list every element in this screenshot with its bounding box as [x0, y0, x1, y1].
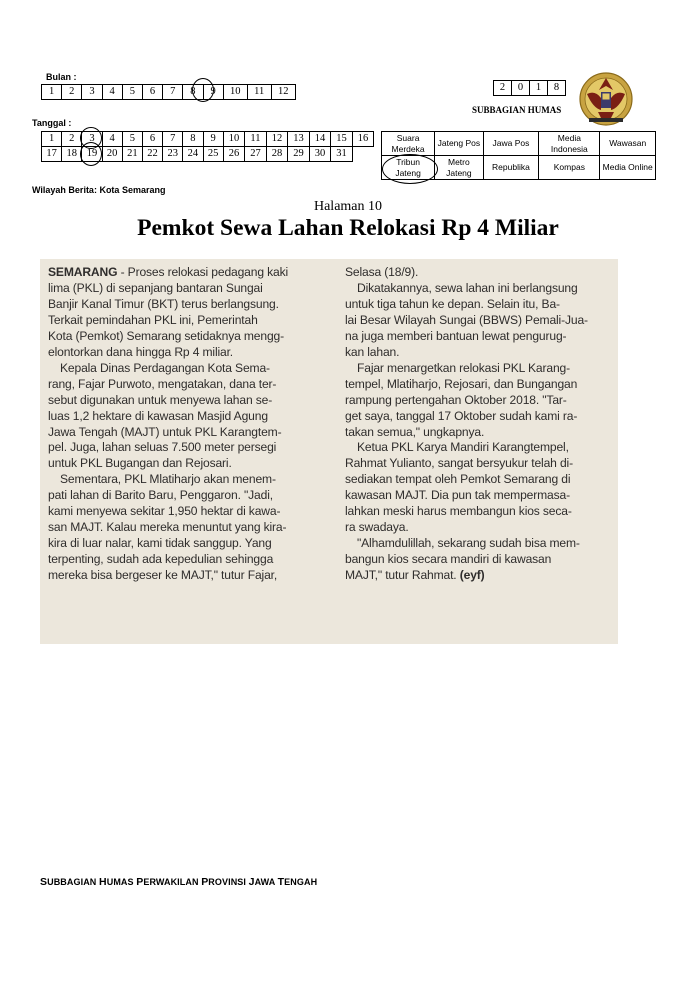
day-cell-19: 19 — [82, 147, 102, 162]
month-cell-4: 4 — [102, 85, 122, 100]
media-cell: Media Indonesia — [539, 132, 600, 156]
month-cell-8: 8 — [183, 85, 203, 100]
footer-rest: ERWAKILAN — [143, 877, 199, 887]
article-line: kami menyewa sekitar 1,950 hektar di kawa- — [48, 504, 281, 519]
month-cell-6: 6 — [142, 85, 162, 100]
article-line: kan lahan. — [345, 344, 400, 359]
footer-rest: ROVINSI — [208, 877, 247, 887]
month-cell-2: 2 — [62, 85, 82, 100]
article-line: rampung pertengahan Oktober 2018. "Tar- — [345, 392, 567, 407]
article-line: Selasa (18/9). — [345, 265, 419, 279]
year-grid — [493, 80, 566, 96]
day-cell-2: 2 — [62, 132, 82, 147]
footer-rest: AWA — [254, 877, 276, 887]
article-line: pel. Juga, lahan seluas 7.500 meter persegi — [48, 440, 277, 455]
day-cell-25: 25 — [203, 147, 223, 162]
article-line: luas 1,2 hektare di kawasan Masjid Agung — [48, 408, 268, 423]
article-bold-text: SEMARANG — [48, 265, 118, 279]
article-line: get saya, tanggal 17 Oktober sudah kami ra- — [345, 408, 578, 423]
article-line: kira di luar nalar, kami tidak sanggup. Yang — [48, 536, 272, 551]
month-cell-3: 3 — [82, 85, 102, 100]
day-cell-18: 18 — [62, 147, 82, 162]
tanggal-label: Tanggal : — [32, 118, 72, 128]
article-line: terpenting, sudah ada kepedulian sehingga — [48, 552, 274, 567]
day-cell-15: 15 — [331, 132, 353, 147]
article-line: tempel, Mlatiharjo, Rejosari, dan Bungangan — [345, 376, 578, 391]
article-line: Rahmat Yulianto, sangat bersyukur telah di- — [345, 456, 573, 471]
article-line — [48, 265, 288, 281]
day-cell-28: 28 — [266, 147, 288, 162]
day-cell-20: 20 — [102, 147, 122, 162]
day-cell-22: 22 — [142, 147, 162, 162]
day-cell-29: 29 — [288, 147, 310, 162]
article-line: elontorkan dana hingga Rp 4 miliar. — [48, 344, 234, 359]
footer-rest: UMAS — [106, 877, 134, 887]
article-line: Banjir Kanal Timur (BKT) terus berlangsung. — [48, 296, 279, 311]
article-line: kawasan MAJT. Dia pun tak mempermasa- — [345, 488, 570, 503]
footer-cap: S — [40, 876, 48, 888]
article-line: Terkait pemindahan PKL ini, Pemerintah — [48, 312, 258, 327]
wilayah-label: Wilayah Berita: Kota Semarang — [32, 185, 166, 195]
article-line: Kota (Pemkot) Semarang setidaknya mengg- — [48, 328, 284, 343]
month-cell-11: 11 — [247, 85, 271, 100]
media-cell: Metro Jateng — [435, 156, 483, 180]
article-line: ra swadaya. — [345, 520, 409, 535]
media-cell: Wawasan — [600, 132, 656, 156]
article-line: "Alhamdulillah, sekarang sudah bisa mem- — [357, 536, 580, 551]
day-cell-12: 12 — [266, 132, 288, 147]
day-cell-10: 10 — [223, 132, 245, 147]
page-number: Halaman 10 — [313, 199, 383, 214]
article-line: pati lahan di Barito Baru, Penggaron. "Jadi, — [48, 488, 273, 503]
day-cell-17: 17 — [42, 147, 62, 162]
article-line: Fajar menargetkan relokasi PKL Karang- — [357, 360, 570, 375]
year-digit: 1 — [530, 81, 548, 96]
media-cell: Republika — [483, 156, 539, 180]
day-cell-3: 3 — [82, 132, 102, 147]
media-cell: Suara Merdeka — [382, 132, 435, 156]
media-cell: Kompas — [539, 156, 600, 180]
article-bold-text: (eyf) — [459, 568, 485, 583]
day-cell-26: 26 — [223, 147, 245, 162]
footer-cap: P — [201, 876, 209, 888]
footer-rest: UBBAGIAN — [47, 877, 97, 887]
day-cell-30: 30 — [309, 147, 331, 162]
article-line: takan semua," ungkapnya. — [345, 424, 485, 439]
year-digit: 8 — [548, 81, 566, 96]
day-cell-11: 11 — [245, 132, 267, 147]
footer-cap: H — [99, 876, 107, 888]
footer-cap: T — [277, 876, 285, 888]
article-column-2 — [345, 265, 588, 584]
month-cell-5: 5 — [122, 85, 142, 100]
day-cell-4: 4 — [102, 132, 122, 147]
footer-agency — [40, 876, 317, 888]
article-line: untuk tiga tahun ke depan. Selain itu, Ba- — [345, 296, 560, 311]
emblem-logo — [575, 68, 637, 128]
day-cell-23: 23 — [163, 147, 183, 162]
day-cell-13: 13 — [288, 132, 310, 147]
day-cell-21: 21 — [122, 147, 142, 162]
media-cell: Media Online — [600, 156, 656, 180]
media-cell: Jawa Pos — [483, 132, 539, 156]
day-cell-16: 16 — [352, 132, 374, 147]
article-line: Jawa Tengah (MAJT) untuk PKL Karangtem- — [48, 424, 282, 439]
article-column-1 — [48, 265, 288, 584]
day-cell-1: 1 — [42, 132, 62, 147]
article-line: untuk PKL Bugangan dan Rejosari. — [48, 456, 232, 471]
day-cell-6: 6 — [142, 132, 162, 147]
media-cell: Jateng Pos — [435, 132, 483, 156]
day-19-circle — [80, 142, 102, 166]
media-selected-circle — [382, 154, 438, 184]
article-line: Kepala Dinas Perdagangan Kota Sema- — [60, 360, 270, 375]
media-cell: Tribun Jateng — [382, 156, 435, 180]
article-line: san MAJT. Kalau mereka menuntut yang kira- — [48, 520, 287, 535]
article-line: bangun kios secara mandiri di kawasan — [345, 552, 552, 567]
article-line: sebut digunakan untuk menyewa lahan se- — [48, 392, 273, 407]
article-text: - Proses relokasi pedagang kaki — [117, 265, 289, 279]
article-line: lai Besar Wilayah Sungai (BBWS) Pemali-Jua- — [345, 312, 588, 327]
day-cell-9: 9 — [203, 132, 223, 147]
day-cell-27: 27 — [245, 147, 267, 162]
day-cell-8: 8 — [183, 132, 203, 147]
article-text: MAJT," tutur Rahmat. — [345, 568, 460, 583]
article-line: rang, Fajar Purwoto, mengatakan, dana ter- — [48, 376, 277, 391]
month-selected-circle — [192, 78, 214, 102]
year-digit: 2 — [494, 81, 512, 96]
article-line: lahkan meski harus membangun kios seca- — [345, 504, 572, 519]
bulan-label: Bulan : — [46, 72, 77, 82]
month-cell-7: 7 — [163, 85, 183, 100]
month-cell-10: 10 — [223, 85, 247, 100]
footer-cap: J — [248, 876, 255, 888]
news-clipping — [40, 259, 618, 644]
article-line: Sementara, PKL Mlatiharjo akan menem- — [60, 472, 276, 487]
month-cell-12: 12 — [271, 85, 295, 100]
year-digit: 0 — [512, 81, 530, 96]
footer-rest: ENGAH — [284, 877, 318, 887]
month-grid — [41, 84, 296, 100]
article-line: mereka bisa bergeser ke MAJT," tutur Fajar, — [48, 568, 278, 583]
month-cell-1: 1 — [42, 85, 62, 100]
article-line: sediakan tempat oleh Pemkot Semarang di — [345, 472, 571, 487]
month-cell-9: 9 — [203, 85, 223, 100]
article-line: Ketua PKL Karya Mandiri Karangtempel, — [357, 440, 569, 455]
article-title: Pemkot Sewa Lahan Relokasi Rp 4 Miliar — [137, 215, 559, 241]
day-cell-14: 14 — [309, 132, 331, 147]
article-line: lima (PKL) di sepanjang bantaran Sungai — [48, 280, 263, 295]
day-cell-5: 5 — [122, 132, 142, 147]
day-cell-24: 24 — [183, 147, 203, 162]
day-cell-7: 7 — [163, 132, 183, 147]
agency-label: SUBBAGIAN HUMAS — [472, 105, 562, 115]
article-line — [345, 568, 588, 584]
day-cell-31: 31 — [331, 147, 353, 162]
article-line: na juga memberi bantuan lewat pengurug- — [345, 328, 567, 343]
footer-cap: P — [136, 876, 144, 888]
article-line: Dikatakannya, sewa lahan ini berlangsung — [357, 280, 578, 295]
